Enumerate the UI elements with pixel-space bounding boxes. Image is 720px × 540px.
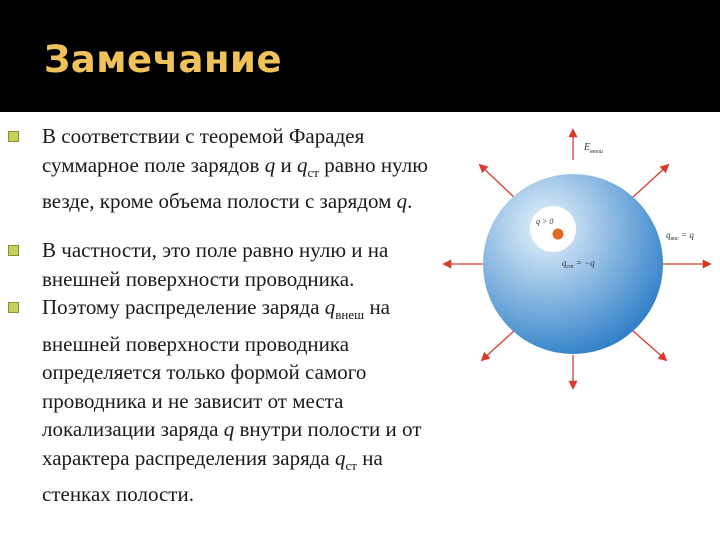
label-charge-positive: q > 0 (536, 217, 554, 226)
bullet-marker (8, 131, 19, 142)
text-segment: и (275, 152, 297, 177)
subscript-text: внеш (335, 307, 365, 323)
field-arrow-lower-right (632, 330, 666, 360)
label-e-main: E (584, 142, 591, 153)
variable-text: q (335, 445, 346, 470)
bullet-item (0, 236, 440, 293)
variable-text: q (264, 152, 276, 177)
bullet-item (0, 293, 440, 509)
text-segment: . (407, 189, 413, 214)
bullet-marker (8, 302, 19, 313)
label-q-ext-rhs: = q (678, 230, 694, 240)
field-arrow-upper-left (480, 165, 515, 198)
variable-text: q (296, 152, 308, 177)
text-segment: В частности, это поле равно нулю и на внешней поверхности проводника. (42, 238, 389, 291)
bullet-item (0, 122, 440, 236)
bullet-text (42, 124, 428, 213)
variable-text: q (324, 295, 336, 319)
conductor-diagram (440, 120, 720, 390)
variable-text: q (223, 417, 235, 442)
text-segment: равно нулю везде, кроме объема полости с зарядом (42, 152, 428, 214)
text-segment: на стенках полости. (42, 445, 383, 507)
label-q-external (666, 230, 694, 242)
field-arrow-upper-right (632, 165, 668, 198)
label-q-ext-sub: внс (670, 236, 679, 242)
charge-dot (553, 229, 564, 240)
bullet-marker (8, 245, 19, 256)
label-q-st-main: q (562, 258, 567, 268)
bullet-text (42, 238, 388, 291)
subscript-text: ст (345, 457, 357, 473)
variable-text: q (396, 189, 408, 214)
slide-content (0, 122, 440, 509)
label-q-ext-main: q (666, 230, 671, 240)
label-e-field (583, 142, 603, 155)
label-e-sub: внеш (590, 149, 603, 155)
label-q-st-rhs: = −q (573, 258, 595, 268)
text-segment: внутри полости и от характера распределения заряда (42, 417, 422, 470)
text-segment: на внешней поверхности проводника определяется только формой самого проводника и не зависит от места локализации заряда (42, 295, 390, 442)
cavity (530, 206, 576, 252)
text-segment: Поэтому распределение заряда (42, 295, 325, 319)
text-segment: В соответствии с теоремой Фарадея суммарное поле зарядов (42, 124, 365, 177)
field-arrow-lower-left (482, 330, 515, 360)
slide-title: Замечание (44, 38, 283, 81)
bullet-text (42, 295, 421, 506)
label-q-st-sub: ст (566, 264, 574, 270)
subscript-text: ст (307, 164, 319, 180)
title-bar (0, 0, 720, 112)
